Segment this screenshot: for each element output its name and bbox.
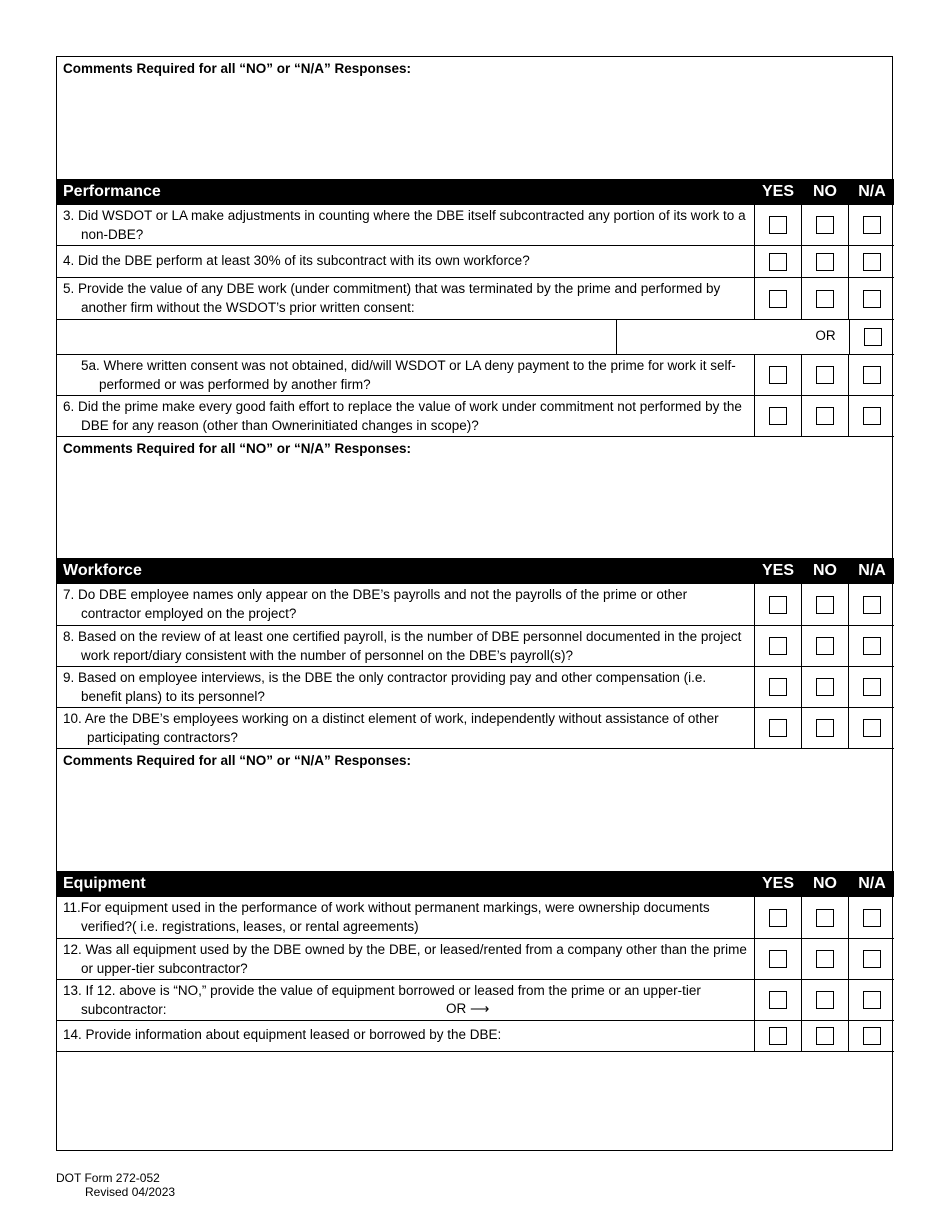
no-checkbox[interactable] [816,216,834,234]
question-text: 3. Did WSDOT or LA make adjustments in counting where the DBE itself subcontracted any portion of its work to a non-DBE? [57,205,755,245]
yes-checkbox[interactable] [769,950,787,968]
no-checkbox[interactable] [816,407,834,425]
no-checkbox[interactable] [816,1027,834,1045]
question-row-12 [57,939,894,980]
equipment-info-box[interactable] [57,1052,894,1150]
na-checkbox[interactable] [863,1027,881,1045]
question-row-14 [57,1021,894,1052]
or-checkbox[interactable] [864,328,882,346]
question-row-10 [57,708,894,749]
section-title: Equipment [63,875,146,892]
yes-checkbox[interactable] [769,678,787,696]
question-row-9 [57,667,894,708]
yes-checkbox[interactable] [769,719,787,737]
yes-column-header: YES [761,562,794,579]
question-text: 9. Based on employee interviews, is the DBE the only contractor providing pay and other compensation (i.e. benefit plans) to its personnel? [57,667,755,707]
yes-checkbox[interactable] [769,991,787,1009]
no-checkbox[interactable] [816,637,834,655]
workforce-header [57,559,894,584]
yes-checkbox[interactable] [769,596,787,614]
value-entry-row-5 [57,320,894,355]
na-checkbox[interactable] [863,216,881,234]
no-column-header: NO [813,562,837,579]
question-text: 4. Did the DBE perform at least 30% of its subcontract with its own workforce? [57,246,755,277]
na-checkbox[interactable] [863,290,881,308]
question-row-5 [57,278,894,320]
no-checkbox[interactable] [816,253,834,271]
question-13-text: 13. If 12. above is “NO,” provide the value of equipment borrowed or leased from the prime or an upper-tier subcontractor: [63,983,701,1017]
question-text: 11.For equipment used in the performance of work without permanent markings, were ownership documents verified?( i.e. registrations, leases, or rental agreements) [57,897,755,938]
no-column-header: NO [813,183,837,200]
yes-checkbox[interactable] [769,216,787,234]
performance-header [57,180,894,205]
question-text: 6. Did the prime make every good faith effort to replace the value of work under commitment not performed by the DBE for any reason (other than Ownerinitiated changes in scope)? [57,396,755,436]
yes-column-header: YES [761,875,794,892]
comments-box-top[interactable] [57,57,894,180]
na-column-header: N/A [858,562,886,579]
comments-box-performance[interactable] [57,437,894,559]
yes-checkbox[interactable] [769,637,787,655]
question-text [57,980,755,1020]
value-field-right[interactable] [616,320,802,354]
yes-checkbox[interactable] [769,290,787,308]
or-arrow-label: OR ⟶ [446,1001,490,1016]
yes-checkbox[interactable] [769,407,787,425]
no-checkbox[interactable] [816,596,834,614]
question-row-13 [57,980,894,1021]
no-checkbox[interactable] [816,950,834,968]
question-row-3 [57,205,894,246]
form-footer [56,1171,175,1199]
na-checkbox[interactable] [863,366,881,384]
question-text: 8. Based on the review of at least one certified payroll, is the number of DBE personnel documented in the project work report/diary consistent with the number of personnel on the DBE’s payroll(s)? [57,626,755,666]
revision-date: Revised 04/2023 [85,1185,176,1199]
question-text: 10. Are the DBE’s employees working on a distinct element of work, independently without assistance of other participating contractors? [57,708,755,748]
yes-checkbox[interactable] [769,366,787,384]
na-checkbox[interactable] [863,719,881,737]
na-checkbox[interactable] [863,950,881,968]
yes-column-header: YES [761,183,794,200]
question-text: 7. Do DBE employee names only appear on the DBE’s payrolls and not the payrolls of the prime or other contractor employed on the project? [57,584,755,625]
question-row-6 [57,396,894,437]
na-checkbox[interactable] [863,678,881,696]
na-checkbox[interactable] [863,991,881,1009]
no-checkbox[interactable] [816,909,834,927]
na-column-header: N/A [858,875,886,892]
section-title: Workforce [63,562,142,579]
equipment-header [57,872,894,897]
question-row-5a [57,355,894,396]
comments-box-workforce[interactable] [57,749,894,872]
no-checkbox[interactable] [816,678,834,696]
section-title: Performance [63,183,161,200]
form-frame [56,56,893,1151]
no-checkbox[interactable] [816,290,834,308]
comments-label: Comments Required for all “NO” or “N/A” Responses: [63,753,412,768]
no-checkbox[interactable] [816,991,834,1009]
na-checkbox[interactable] [863,596,881,614]
yes-checkbox[interactable] [769,253,787,271]
na-checkbox[interactable] [863,909,881,927]
question-text: 5. Provide the value of any DBE work (under commitment) that was terminated by the prime and performed by another firm without the WSDOT’s prior written consent: [57,278,755,319]
na-column-header: N/A [858,183,886,200]
value-field-left[interactable] [57,320,617,354]
comments-label: Comments Required for all “NO” or “N/A” Responses: [63,61,412,76]
no-checkbox[interactable] [816,366,834,384]
question-row-4 [57,246,894,278]
yes-checkbox[interactable] [769,1027,787,1045]
yes-checkbox[interactable] [769,909,787,927]
question-text: 14. Provide information about equipment leased or borrowed by the DBE: [57,1021,755,1051]
na-checkbox[interactable] [863,637,881,655]
comments-label: Comments Required for all “NO” or “N/A” Responses: [63,441,412,456]
question-row-11 [57,897,894,939]
question-row-8 [57,626,894,667]
na-checkbox[interactable] [863,253,881,271]
na-checkbox[interactable] [863,407,881,425]
no-checkbox[interactable] [816,719,834,737]
or-label: OR [815,328,836,343]
question-text: 12. Was all equipment used by the DBE owned by the DBE, or leased/rented from a company other than the prime or upper-tier subcontractor? [57,939,755,979]
question-row-7 [57,584,894,626]
question-text: 5a. Where written consent was not obtained, did/will WSDOT or LA deny payment to the prime for work it self-performed or was performed by another firm? [57,355,755,395]
no-column-header: NO [813,875,837,892]
form-number: DOT Form 272-052 [56,1171,160,1185]
